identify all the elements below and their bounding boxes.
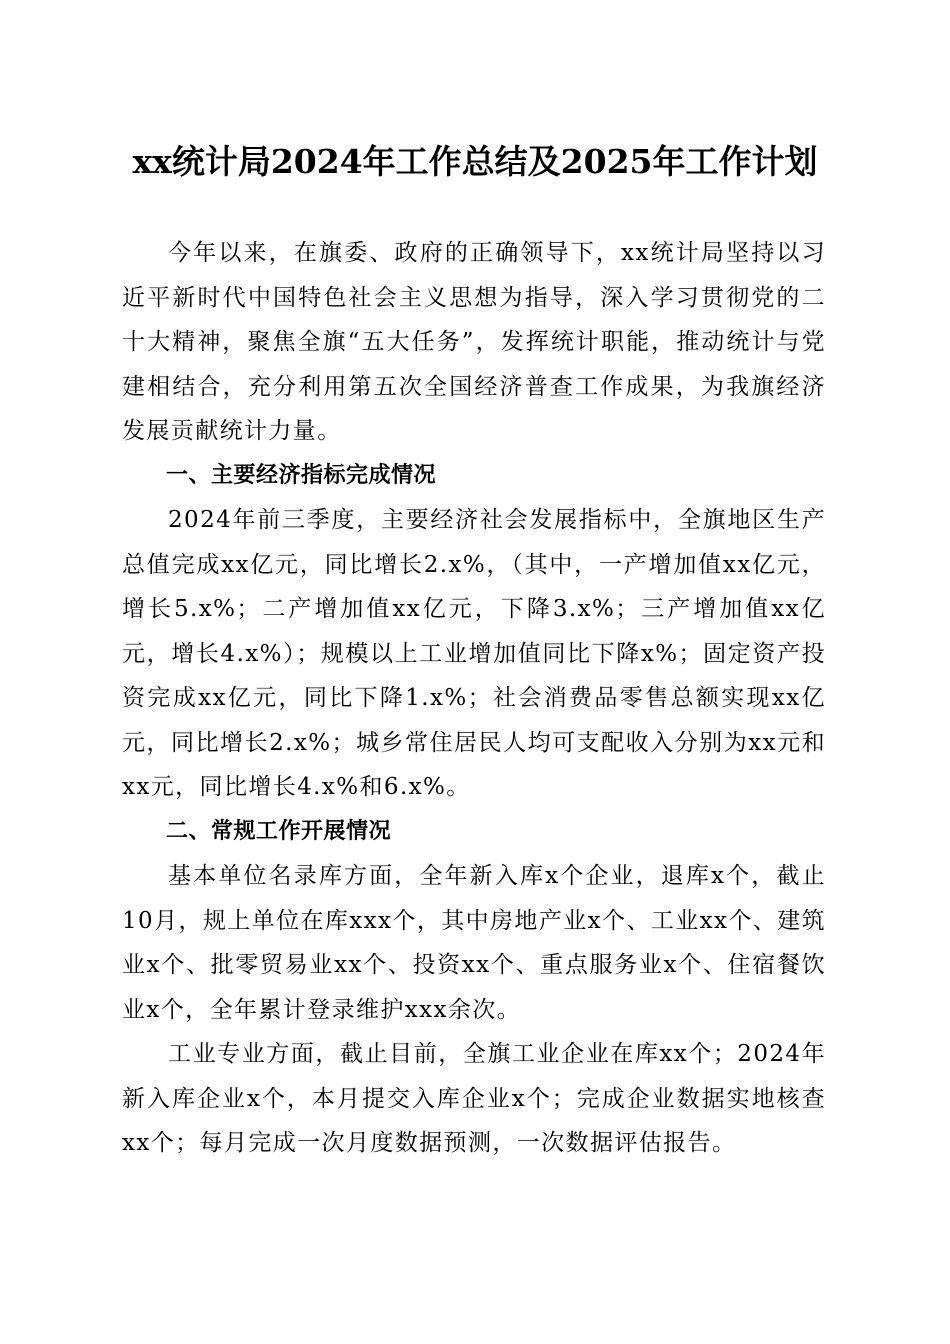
intro-paragraph: 今年以来，在旗委、政府的正确领导下，xx统计局坚持以习近平新时代中国特色社会主义思想为指导，深入学习贯彻党的二十大精神，聚焦全旗“五大任务”，发挥统计职能，推动统计与党建相结合，充分利用第五次全国经济普查工作成果，为我旗经济发展贡献统计力量。 bbox=[122, 240, 826, 444]
section-heading-routine-work: 二、常规工作开展情况 bbox=[166, 818, 392, 844]
economic-indicators-paragraph: 2024年前三季度，主要经济社会发展指标中，全旗地区生产总值完成xx亿元，同比增长2.x%，（其中，一产增加值xx亿元，增长5.x%；二产增加值xx亿元，下降3.x%；三产增加值xx亿元，增长4.x%）；规模以上工业增加值同比下降x%；固定资产投资完成xx亿元，同比下降1.x%；社会消费品零售总额实现xx亿元，同比增长2.x%；城乡常住居民人均可支配收入分别为xx元和xx元，同比增长4.x%和6.x%。 bbox=[122, 507, 826, 800]
document-body bbox=[122, 231, 826, 1166]
section-heading-economic-indicators: 一、主要经济指标完成情况 bbox=[166, 462, 437, 488]
document-title: xx统计局2024年工作总结及2025年工作计划 bbox=[132, 142, 818, 181]
routine-work-paragraph-industry: 工业专业方面，截止目前，全旗工业企业在库xx个；2024年新入库企业x个，本月提交入库企业x个；完成企业数据实地核查xx个；每月完成一次月度数据预测，一次数据评估报告。 bbox=[122, 1041, 826, 1156]
routine-work-paragraph-directory: 基本单位名录库方面，全年新入库x个企业，退库x个，截止10月，规上单位在库xxx个，其中房地产业x个、工业xx个、建筑业x个、批零贸易业xx个、投资xx个、重点服务业x个、住宿餐饮业x个，全年累计登录维护xxx余次。 bbox=[122, 863, 826, 1023]
